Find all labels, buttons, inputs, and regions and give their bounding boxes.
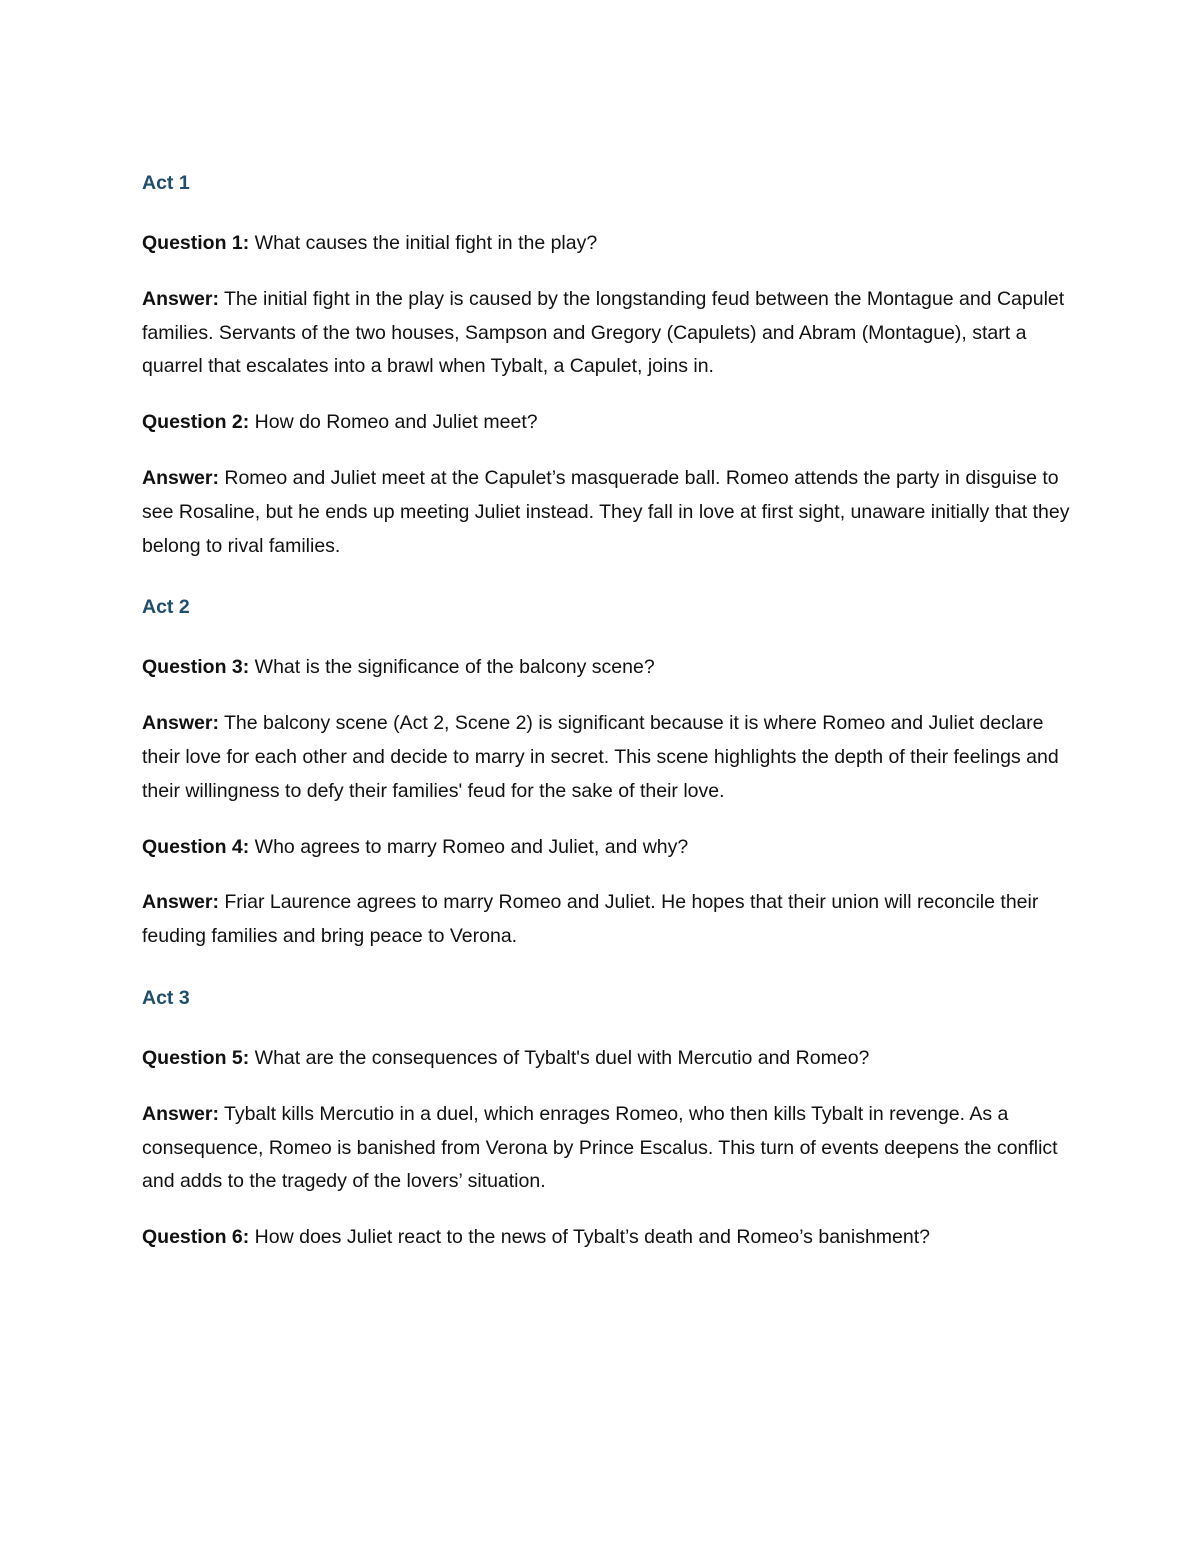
question-5 [142, 1042, 1077, 1076]
answer-4 [142, 886, 1077, 954]
section-heading-act-1: Act 1 [142, 172, 190, 194]
answer-2 [142, 462, 1077, 563]
answer-label: Answer: [142, 1102, 219, 1125]
answer-label: Answer: [142, 287, 219, 310]
question-text: Who agrees to marry Romeo and Juliet, and why? [249, 835, 689, 858]
answer-text: The initial fight in the play is caused by the longstanding feud between the Montague and Capulet families. Servants of the two houses, Sampson and Gregory (Capulets) and Abram (Montague), start a quarrel that escalates into a brawl when Tybalt, a Capulet, joins in. [142, 287, 1065, 378]
question-label: Question 4: [142, 835, 250, 858]
section-heading-act-2: Act 2 [142, 596, 190, 619]
question-2 [142, 406, 1077, 440]
answer-text: Tybalt kills Mercutio in a duel, which enrages Romeo, who then kills Tybalt in revenge. As a consequence, Romeo is banished from Verona by Prince Escalus. This turn of events deepens the conflict and adds to the tragedy of the lovers’ situation. [142, 1102, 1058, 1193]
question-label: Question 1: [142, 232, 250, 254]
question-label: Question 5: [142, 1046, 250, 1069]
question-1 [142, 227, 1077, 261]
question-text: How does Juliet react to the news of Tybalt’s death and Romeo’s banishment? [249, 1226, 931, 1249]
question-text: How do Romeo and Juliet meet? [249, 411, 538, 434]
answer-3 [142, 707, 1077, 808]
answer-text: Friar Laurence agrees to marry Romeo and Juliet. He hopes that their union will reconcile their feuding families and bring peace to Verona. [142, 891, 1039, 948]
question-3 [142, 651, 1077, 685]
answer-label: Answer: [142, 891, 219, 914]
question-6 [142, 1221, 1077, 1255]
question-text: What causes the initial fight in the play? [249, 232, 598, 254]
answer-label: Answer: [142, 712, 219, 735]
answer-text: The balcony scene (Act 2, Scene 2) is significant because it is where Romeo and Juliet declare their love for each other and decide to marry in secret. This scene highlights the depth of their feelings and their willingness to defy their families' feud for the sake of their love. [142, 712, 1059, 802]
question-label: Question 3: [142, 656, 250, 679]
document-body [142, 166, 1077, 1255]
answer-5 [142, 1098, 1077, 1199]
question-label: Question 2: [142, 411, 250, 434]
question-text: What is the significance of the balcony scene? [249, 656, 655, 679]
question-4 [142, 831, 1077, 865]
question-label: Question 6: [142, 1226, 250, 1249]
question-text: What are the consequences of Tybalt's duel with Mercutio and Romeo? [249, 1046, 870, 1069]
answer-label: Answer: [142, 466, 219, 489]
section-heading-act-3: Act 3 [142, 986, 190, 1009]
answer-1 [142, 283, 1077, 384]
answer-text: Romeo and Juliet meet at the Capulet’s masquerade ball. Romeo attends the party in disguise to see Rosaline, but he ends up meeting Juliet instead. They fall in love at first sight, unaware initially that they belong to rival families. [142, 466, 1070, 557]
